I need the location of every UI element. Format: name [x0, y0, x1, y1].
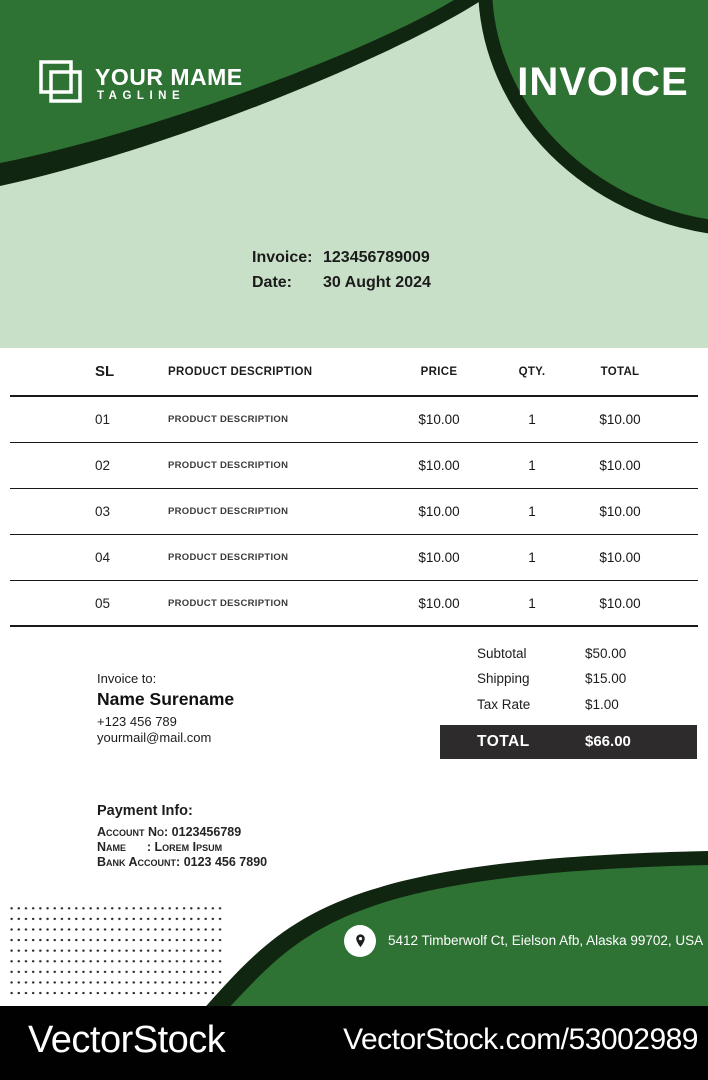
brand-tagline: TAGLINE [97, 90, 186, 102]
header-price: PRICE [420, 365, 458, 378]
bill-to-name: Name Surename [97, 689, 235, 709]
row-description: PRODUCT DESCRIPTION [168, 552, 289, 563]
invoice-number-label: Invoice: [252, 248, 313, 266]
row-total: $10.00 [599, 550, 641, 565]
payment-bank-account: Bank Account: 0123 456 7890 [97, 855, 268, 869]
bill-to-section [97, 671, 234, 746]
watermark-brand: VectorStock [28, 1018, 226, 1061]
row-description: PRODUCT DESCRIPTION [168, 597, 289, 609]
row-price: $10.00 [418, 550, 460, 565]
header-curves-graphic [0, 0, 708, 348]
table-row [10, 581, 698, 627]
table-header-row [10, 348, 698, 397]
items-table [10, 348, 698, 627]
location-pin-badge [344, 925, 376, 957]
summary-subtotal [440, 646, 698, 671]
summary-tax [440, 697, 698, 722]
row-total: $10.00 [599, 458, 641, 473]
table-row [10, 397, 698, 443]
location-pin-icon [352, 933, 369, 950]
table-row [10, 535, 698, 581]
row-sl: 03 [95, 504, 111, 519]
row-price: $10.00 [418, 595, 460, 611]
shipping-label: Shipping [477, 671, 530, 686]
row-sl: 01 [95, 412, 111, 427]
brand-name: YOUR MAME [95, 64, 243, 90]
invoice-number-value: 123456789009 [323, 248, 430, 266]
invoice-meta [252, 245, 431, 295]
tax-value: $1.00 [585, 697, 619, 712]
header-qty: QTY. [518, 365, 546, 378]
payment-name: Name : Lorem Ipsum [97, 840, 223, 854]
watermark-url: VectorStock.com/53002989 [343, 1023, 698, 1056]
grand-total-label: TOTAL [477, 733, 530, 750]
row-sl: 05 [95, 595, 111, 611]
grand-total-bar [440, 725, 697, 759]
row-qty: 1 [528, 595, 536, 611]
invoice-date-label: Date: [252, 273, 293, 291]
row-price: $10.00 [418, 412, 460, 427]
row-sl: 04 [95, 550, 111, 565]
row-total: $10.00 [599, 595, 641, 611]
row-description: PRODUCT DESCRIPTION [168, 414, 289, 425]
invoice-header [0, 0, 708, 348]
row-sl: 02 [95, 458, 111, 473]
grand-total-value: $66.00 [585, 733, 631, 750]
footer-address: 5412 Timberwolf Ct, Eielson Afb, Alaska 99702, USA [388, 933, 704, 948]
bill-to-phone: +123 456 789 [97, 714, 177, 729]
payment-info-heading: Payment Info: [97, 803, 193, 819]
header-sl: SL [95, 363, 115, 380]
header-description: PRODUCT DESCRIPTION [168, 365, 313, 378]
bill-to-email: yourmail@mail.com [97, 730, 212, 745]
bill-to-heading: Invoice to: [97, 671, 157, 686]
row-qty: 1 [528, 550, 536, 565]
row-description: PRODUCT DESCRIPTION [168, 506, 289, 517]
header-total: TOTAL [600, 365, 640, 378]
invoice-date-value: 30 Aught 2024 [323, 273, 431, 291]
row-description: PRODUCT DESCRIPTION [168, 460, 289, 471]
watermark-bar [0, 1006, 708, 1080]
row-qty: 1 [528, 504, 536, 519]
payment-account-no: Account No: 0123456789 [97, 825, 242, 839]
tax-label: Tax Rate [477, 697, 531, 712]
row-price: $10.00 [418, 458, 460, 473]
row-total: $10.00 [599, 504, 641, 519]
subtotal-value: $50.00 [585, 646, 627, 661]
row-qty: 1 [528, 412, 536, 427]
row-total: $10.00 [599, 412, 641, 427]
shipping-value: $15.00 [585, 671, 627, 686]
summary-shipping [440, 671, 698, 696]
table-row [10, 489, 698, 535]
table-row [10, 443, 698, 489]
row-qty: 1 [528, 458, 536, 473]
row-price: $10.00 [418, 504, 460, 519]
invoice-title: INVOICE [517, 60, 689, 104]
subtotal-label: Subtotal [477, 646, 527, 661]
